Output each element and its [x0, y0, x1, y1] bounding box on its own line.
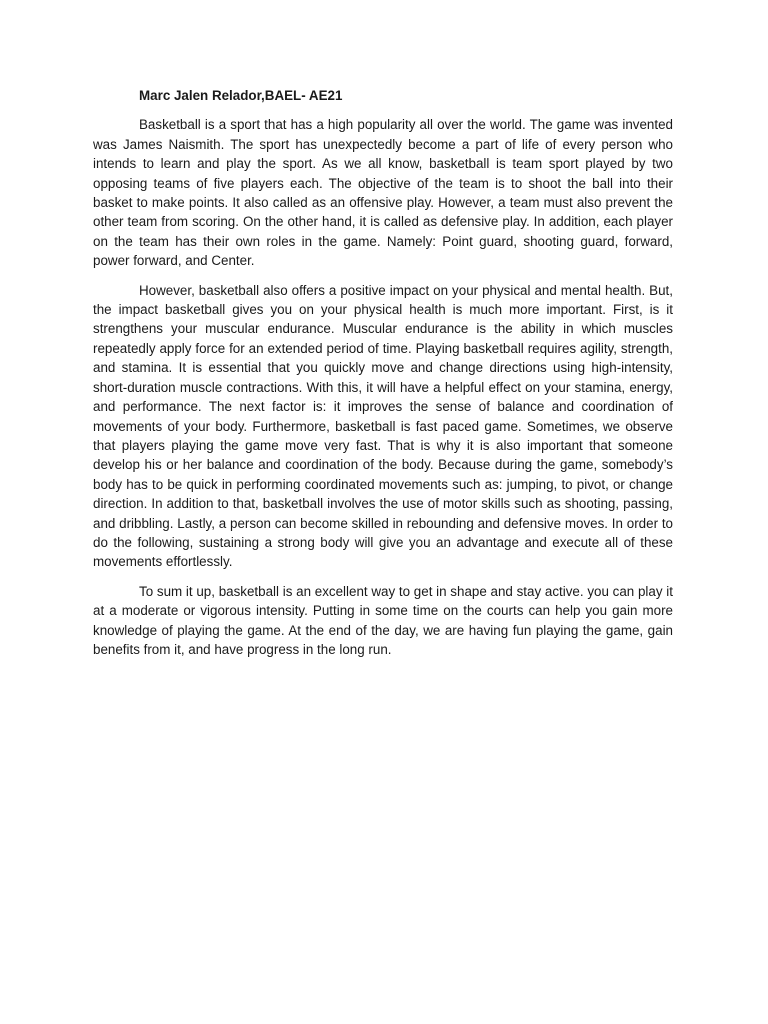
- paragraph-intro: Basketball is a sport that has a high popularity all over the world. The game was invented was James Naismith. The sport has unexpectedly become a part of life of every person who intends to learn and play the sport. As we all know, basketball is team sport played by two opposing teams of five players each. The objective of the team is to shoot the ball into their basket to make points. It also called as an offensive play. However, a team must also prevent the other team from scoring. On the other hand, it is called as defensive play. In addition, each player on the team has their own roles in the game. Namely: Point guard, shooting guard, forward, power forward, and Center.: [93, 117, 673, 269]
- paragraph-conclusion: To sum it up, basketball is an excellent way to get in shape and stay active. you can play it at a moderate or vigorous intensity. Putting in some time on the courts can help you gain more knowledge of playing the game. At the end of the day, we are having fun playing the game, gain benefits from it, and have progress in the long run.: [93, 583, 673, 657]
- document-body: [93, 86, 673, 669]
- document-title: Marc Jalen Relador,BAEL- AE21: [139, 88, 343, 103]
- paragraph-health: However, basketball also offers a positive impact on your physical and mental health. But, the impact basketball gives you on your physical health is much more important. First, is it strengthens your muscular endurance. Muscular endurance is the ability in which muscles repeatedly apply force for an extended period of time. Playing basketball requires agility, strength, and stamina. It is essential that you quickly move and change directions using high-intensity, short-duration muscle contractions. With this, it will have a helpful effect on your stamina, energy, and performance. The next factor is: it improves the sense of balance and coordination of movements of your body. Furthermore, basketball is fast paced game. Sometimes, we observe that players playing the game move very fast. That is why it is also important that someone develop his or her balance and coordination of the body. Because during the game, somebody’s body has to be quick in performing coordinated movements such as: jumping, to pivot, or change direction. In addition to that, basketball involves the use of motor skills such as shooting, passing, and dribbling. Lastly, a person can become skilled in rebounding and defensive moves. In order to do the following, sustaining a strong body will give you an advantage and execute all of these movements effortlessly.: [93, 282, 673, 570]
